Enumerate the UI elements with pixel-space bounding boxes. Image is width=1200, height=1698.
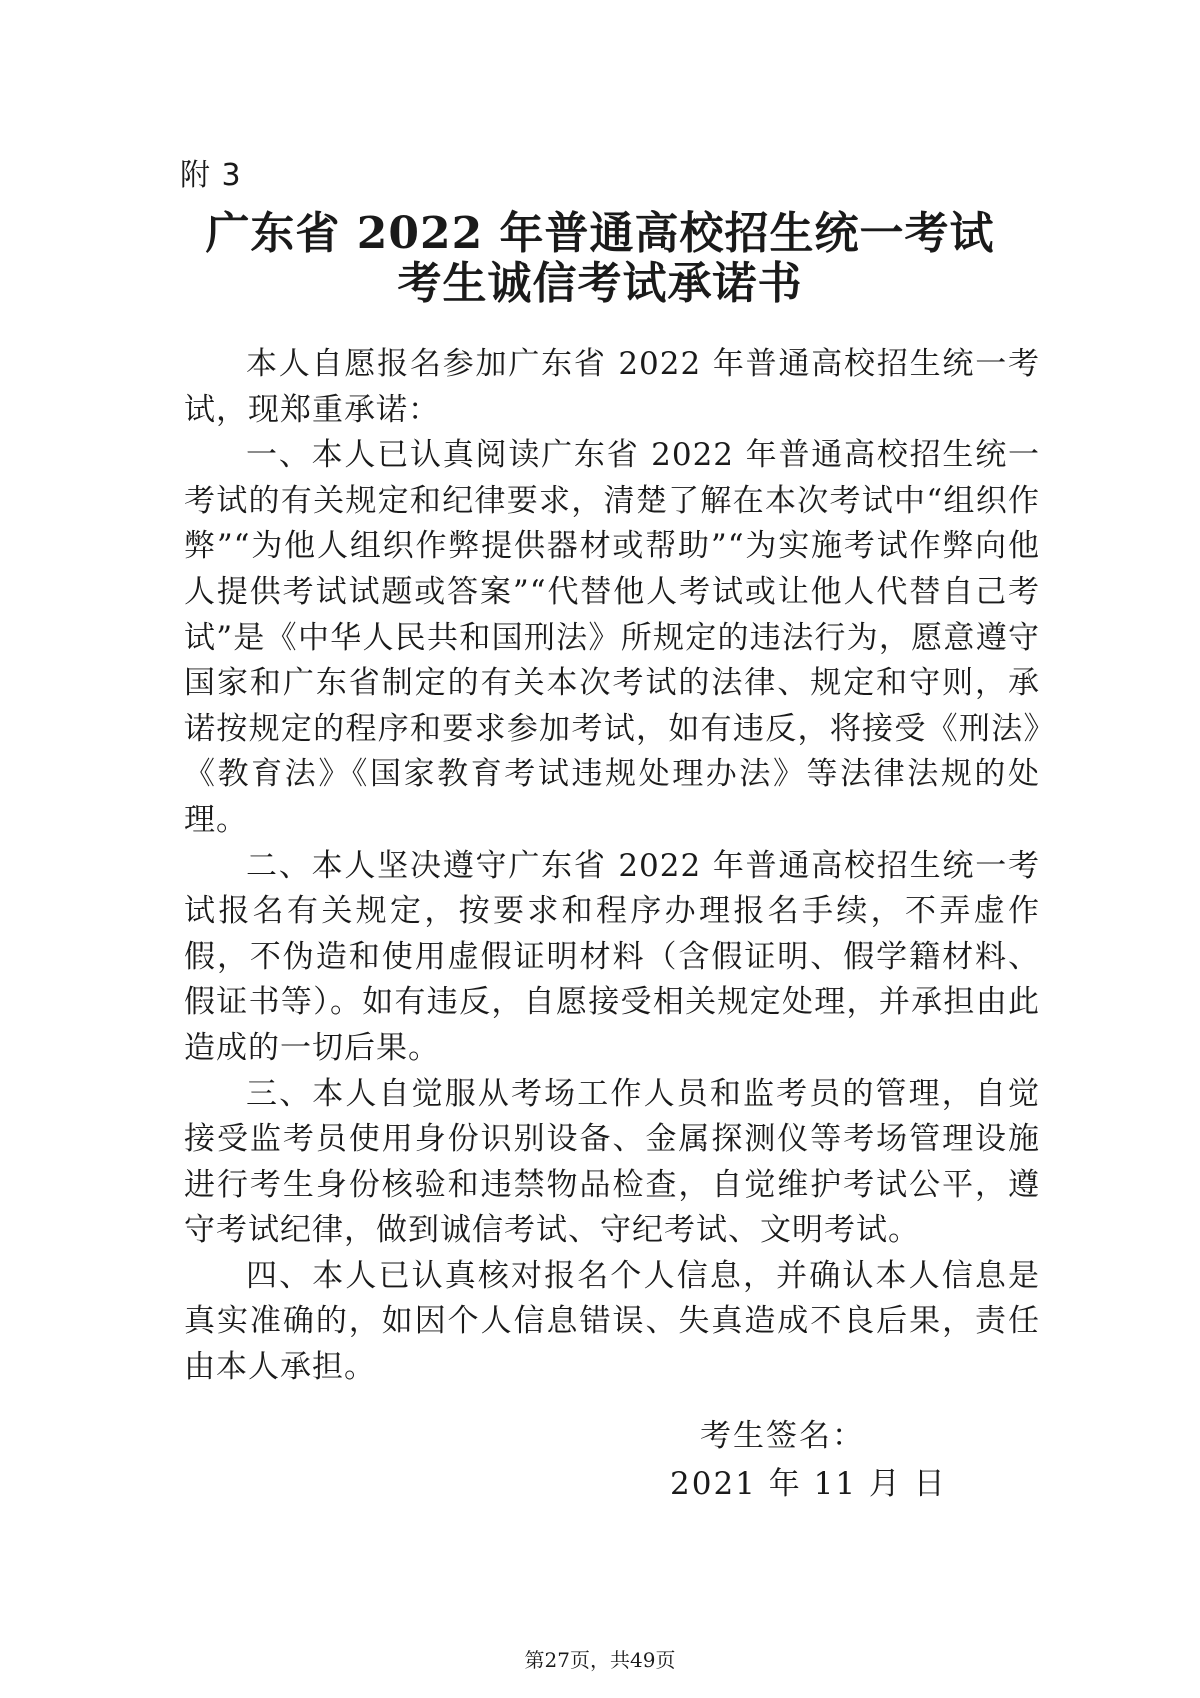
pledge-item-3: 三、本人自觉服从考场工作人员和监考员的管理，自觉接受监考员使用身份识别设备、金属探测仪等考场管理设施进行考生身份核验和违禁物品检查，自觉维护考试公平，遵守考试纪律，做到诚信考试、守纪考试、文明考试。 [184, 1075, 1040, 1249]
pledge-body [184, 342, 1040, 1391]
pledge-item-2: 二、本人坚决遵守广东省 2022 年普通高校招生统一考试报名有关规定，按要求和程序办理报名手续，不弄虚作假，不伪造和使用虚假证明材料（含假证明、假学籍材料、假证书等）。如有违反，自愿接受相关规定处理，并承担由此造成的一切后果。 [184, 847, 1040, 1066]
document-title-line-1: 广东省 2022 年普通高校招生统一考试 [205, 208, 995, 259]
signature-label: 考生签名： [700, 1418, 865, 1454]
document-title-line-2: 考生诚信考试承诺书 [397, 258, 803, 309]
pledge-intro-paragraph: 本人自愿报名参加广东省 2022 年普通高校招生统一考试，现郑重承诺： [184, 346, 1040, 428]
signature-date: 2021 年 11 月 日 [670, 1466, 947, 1502]
attachment-label: 附 3 [180, 158, 242, 193]
pledge-item-4: 四、本人已认真核对报名个人信息，并确认本人信息是真实准确的，如因个人信息错误、失真造成不良后果，责任由本人承担。 [184, 1257, 1040, 1386]
page-number-footer: 第27页，共49页 [524, 1648, 676, 1672]
pledge-item-1: 一、本人已认真阅读广东省 2022 年普通高校招生统一考试的有关规定和纪律要求，清楚了解在本次考试中“组织作弊”“为他人组织作弊提供器材或帮助”“为实施考试作弊向他人提供考试试题或答案”“代替他人考试或让他人代替自己考试”是《中华人民共和国刑法》所规定的违法行为，愿意遵守国家和广东省制定的有关本次考试的法律、规定和守则，承诺按规定的程序和要求参加考试，如有违反，将接受《刑法》《教育法》《国家教育考试违规处理办法》等法律法规的处理。 [184, 437, 1040, 838]
